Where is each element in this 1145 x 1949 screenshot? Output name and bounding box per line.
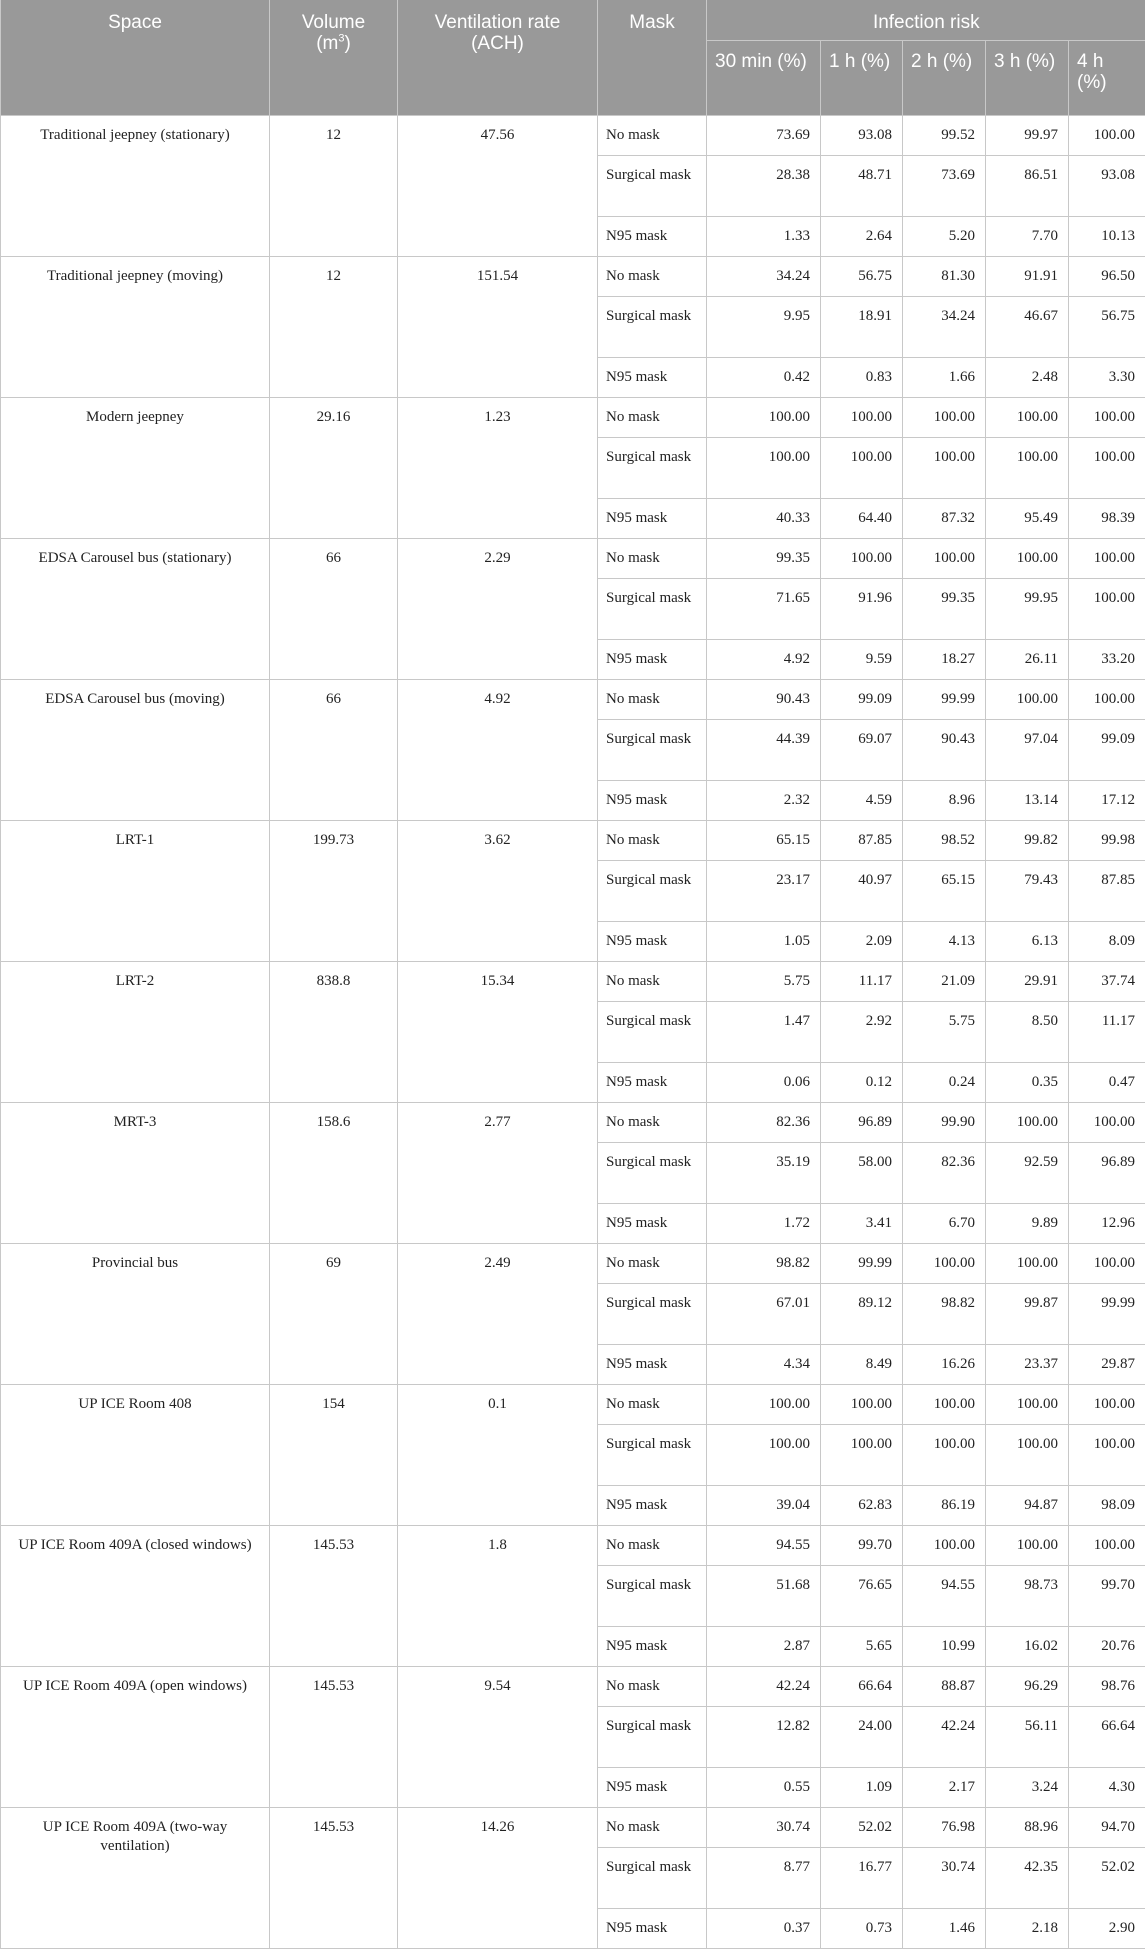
mask-cell: N95 mask	[598, 1909, 707, 1949]
ventilation-cell: 2.77	[398, 1103, 598, 1244]
risk-value: 51.68	[707, 1566, 821, 1627]
risk-value: 94.55	[707, 1526, 821, 1566]
risk-value: 98.09	[1069, 1486, 1145, 1526]
mask-cell: N95 mask	[598, 1063, 707, 1103]
mask-cell: Surgical mask	[598, 1848, 707, 1909]
risk-value: 89.12	[821, 1284, 903, 1345]
risk-value: 96.89	[1069, 1143, 1145, 1204]
risk-value: 11.17	[1069, 1002, 1145, 1063]
risk-value: 8.49	[821, 1345, 903, 1385]
header-duration: 30 min (%)	[707, 41, 821, 116]
risk-value: 2.48	[986, 358, 1069, 398]
volume-cell: 145.53	[270, 1667, 398, 1808]
risk-value: 5.75	[707, 962, 821, 1002]
risk-value: 100.00	[986, 398, 1069, 438]
risk-value: 100.00	[986, 1244, 1069, 1284]
risk-value: 76.65	[821, 1566, 903, 1627]
risk-value: 42.24	[903, 1707, 986, 1768]
space-cell: Modern jeepney	[1, 398, 270, 539]
table-row	[1, 680, 1145, 720]
mask-cell: No mask	[598, 116, 707, 156]
risk-value: 20.76	[1069, 1627, 1145, 1667]
risk-value: 30.74	[903, 1848, 986, 1909]
risk-value: 2.17	[903, 1768, 986, 1808]
mask-cell: Surgical mask	[598, 579, 707, 640]
volume-cell: 145.53	[270, 1808, 398, 1949]
risk-value: 2.90	[1069, 1909, 1145, 1949]
space-cell: EDSA Carousel bus (stationary)	[1, 539, 270, 680]
risk-value: 66.64	[821, 1667, 903, 1707]
risk-value: 100.00	[986, 680, 1069, 720]
risk-value: 12.82	[707, 1707, 821, 1768]
header-mask: Mask	[598, 0, 707, 116]
risk-value: 76.98	[903, 1808, 986, 1848]
risk-value: 87.32	[903, 499, 986, 539]
ventilation-cell: 3.62	[398, 821, 598, 962]
risk-value: 66.64	[1069, 1707, 1145, 1768]
risk-value: 100.00	[903, 438, 986, 499]
risk-value: 100.00	[1069, 1103, 1145, 1143]
risk-value: 0.35	[986, 1063, 1069, 1103]
ventilation-cell: 47.56	[398, 116, 598, 257]
risk-value: 98.73	[986, 1566, 1069, 1627]
risk-value: 100.00	[903, 539, 986, 579]
risk-value: 34.24	[707, 257, 821, 297]
risk-value: 0.37	[707, 1909, 821, 1949]
ventilation-cell: 9.54	[398, 1667, 598, 1808]
volume-cell: 158.6	[270, 1103, 398, 1244]
risk-value: 1.47	[707, 1002, 821, 1063]
mask-cell: Surgical mask	[598, 1284, 707, 1345]
volume-cell: 29.16	[270, 398, 398, 539]
mask-cell: N95 mask	[598, 1345, 707, 1385]
risk-value: 100.00	[707, 438, 821, 499]
risk-value: 100.00	[903, 1425, 986, 1486]
mask-cell: N95 mask	[598, 781, 707, 821]
table-row	[1, 257, 1145, 297]
risk-value: 100.00	[903, 1385, 986, 1425]
risk-value: 98.82	[707, 1244, 821, 1284]
mask-cell: N95 mask	[598, 640, 707, 680]
risk-value: 81.30	[903, 257, 986, 297]
risk-value: 2.09	[821, 922, 903, 962]
risk-value: 65.15	[903, 861, 986, 922]
risk-value: 100.00	[1069, 1526, 1145, 1566]
risk-value: 9.89	[986, 1204, 1069, 1244]
risk-value: 82.36	[903, 1143, 986, 1204]
space-cell: LRT-1	[1, 821, 270, 962]
mask-cell: N95 mask	[598, 217, 707, 257]
mask-cell: No mask	[598, 1103, 707, 1143]
space-cell: MRT-3	[1, 1103, 270, 1244]
risk-value: 18.91	[821, 297, 903, 358]
mask-cell: No mask	[598, 1667, 707, 1707]
space-cell: EDSA Carousel bus (moving)	[1, 680, 270, 821]
risk-value: 100.00	[903, 1526, 986, 1566]
mask-cell: No mask	[598, 1526, 707, 1566]
mask-cell: Surgical mask	[598, 1143, 707, 1204]
risk-value: 65.15	[707, 821, 821, 861]
risk-value: 5.20	[903, 217, 986, 257]
ventilation-cell: 14.26	[398, 1808, 598, 1949]
risk-value: 0.83	[821, 358, 903, 398]
risk-value: 99.70	[821, 1526, 903, 1566]
risk-value: 1.09	[821, 1768, 903, 1808]
table-row	[1, 539, 1145, 579]
risk-value: 13.14	[986, 781, 1069, 821]
risk-value: 1.33	[707, 217, 821, 257]
ventilation-cell: 2.49	[398, 1244, 598, 1385]
risk-value: 100.00	[821, 398, 903, 438]
risk-value: 99.87	[986, 1284, 1069, 1345]
risk-value: 58.00	[821, 1143, 903, 1204]
volume-cell: 145.53	[270, 1526, 398, 1667]
risk-value: 99.90	[903, 1103, 986, 1143]
risk-value: 56.11	[986, 1707, 1069, 1768]
risk-value: 100.00	[986, 438, 1069, 499]
risk-value: 0.06	[707, 1063, 821, 1103]
risk-value: 94.87	[986, 1486, 1069, 1526]
risk-value: 1.46	[903, 1909, 986, 1949]
volume-cell: 69	[270, 1244, 398, 1385]
risk-value: 8.50	[986, 1002, 1069, 1063]
header-ventilation: Ventilation rate (ACH)	[398, 0, 598, 116]
risk-value: 2.64	[821, 217, 903, 257]
risk-value: 98.82	[903, 1284, 986, 1345]
risk-value: 90.43	[903, 720, 986, 781]
table-row	[1, 1385, 1145, 1425]
space-cell: Provincial bus	[1, 1244, 270, 1385]
mask-cell: No mask	[598, 962, 707, 1002]
risk-value: 88.87	[903, 1667, 986, 1707]
mask-cell: No mask	[598, 257, 707, 297]
ventilation-cell: 0.1	[398, 1385, 598, 1526]
risk-value: 100.00	[986, 1526, 1069, 1566]
risk-value: 99.99	[821, 1244, 903, 1284]
risk-value: 100.00	[821, 1385, 903, 1425]
table-row	[1, 962, 1145, 1002]
risk-value: 86.51	[986, 156, 1069, 217]
risk-value: 56.75	[821, 257, 903, 297]
risk-value: 100.00	[707, 1425, 821, 1486]
risk-value: 2.92	[821, 1002, 903, 1063]
mask-cell: Surgical mask	[598, 1566, 707, 1627]
risk-value: 87.85	[1069, 861, 1145, 922]
space-cell: Traditional jeepney (moving)	[1, 257, 270, 398]
risk-value: 1.05	[707, 922, 821, 962]
risk-value: 0.73	[821, 1909, 903, 1949]
risk-value: 24.00	[821, 1707, 903, 1768]
risk-value: 100.00	[986, 1425, 1069, 1486]
risk-value: 4.13	[903, 922, 986, 962]
mask-cell: Surgical mask	[598, 156, 707, 217]
risk-value: 40.33	[707, 499, 821, 539]
risk-value: 2.18	[986, 1909, 1069, 1949]
mask-cell: No mask	[598, 1808, 707, 1848]
space-cell: UP ICE Room 409A (open windows)	[1, 1667, 270, 1808]
risk-value: 100.00	[1069, 579, 1145, 640]
risk-value: 99.98	[1069, 821, 1145, 861]
risk-value: 23.17	[707, 861, 821, 922]
risk-value: 100.00	[1069, 1244, 1145, 1284]
risk-value: 96.29	[986, 1667, 1069, 1707]
risk-value: 98.76	[1069, 1667, 1145, 1707]
risk-value: 6.70	[903, 1204, 986, 1244]
ventilation-cell: 2.29	[398, 539, 598, 680]
mask-cell: N95 mask	[598, 1627, 707, 1667]
risk-value: 46.67	[986, 297, 1069, 358]
risk-value: 40.97	[821, 861, 903, 922]
volume-cell: 66	[270, 539, 398, 680]
risk-value: 100.00	[1069, 539, 1145, 579]
risk-value: 5.75	[903, 1002, 986, 1063]
risk-value: 4.92	[707, 640, 821, 680]
risk-value: 52.02	[1069, 1848, 1145, 1909]
risk-value: 100.00	[1069, 680, 1145, 720]
risk-value: 0.55	[707, 1768, 821, 1808]
risk-value: 91.96	[821, 579, 903, 640]
space-cell: UP ICE Room 409A (two-way ventilation)	[1, 1808, 270, 1949]
risk-value: 96.50	[1069, 257, 1145, 297]
risk-value: 16.77	[821, 1848, 903, 1909]
risk-value: 35.19	[707, 1143, 821, 1204]
risk-value: 88.96	[986, 1808, 1069, 1848]
risk-value: 96.89	[821, 1103, 903, 1143]
risk-value: 3.24	[986, 1768, 1069, 1808]
risk-value: 29.87	[1069, 1345, 1145, 1385]
space-cell: UP ICE Room 408	[1, 1385, 270, 1526]
risk-value: 12.96	[1069, 1204, 1145, 1244]
table-row	[1, 1103, 1145, 1143]
risk-value: 4.34	[707, 1345, 821, 1385]
header-duration: 4 h (%)	[1069, 41, 1145, 116]
risk-value: 30.74	[707, 1808, 821, 1848]
space-cell: UP ICE Room 409A (closed windows)	[1, 1526, 270, 1667]
risk-value: 8.09	[1069, 922, 1145, 962]
risk-value: 0.12	[821, 1063, 903, 1103]
ventilation-cell: 1.23	[398, 398, 598, 539]
risk-value: 98.52	[903, 821, 986, 861]
ventilation-cell: 4.92	[398, 680, 598, 821]
risk-value: 99.95	[986, 579, 1069, 640]
mask-cell: No mask	[598, 680, 707, 720]
risk-value: 8.96	[903, 781, 986, 821]
risk-value: 0.47	[1069, 1063, 1145, 1103]
risk-value: 9.59	[821, 640, 903, 680]
space-cell: LRT-2	[1, 962, 270, 1103]
volume-cell: 199.73	[270, 821, 398, 962]
risk-value: 23.37	[986, 1345, 1069, 1385]
risk-value: 21.09	[903, 962, 986, 1002]
risk-value: 10.99	[903, 1627, 986, 1667]
risk-value: 10.13	[1069, 217, 1145, 257]
ventilation-cell: 151.54	[398, 257, 598, 398]
risk-value: 99.09	[1069, 720, 1145, 781]
table-row	[1, 116, 1145, 156]
risk-value: 33.20	[1069, 640, 1145, 680]
risk-value: 100.00	[1069, 438, 1145, 499]
risk-value: 28.38	[707, 156, 821, 217]
volume-cell: 12	[270, 257, 398, 398]
table-row	[1, 1808, 1145, 1848]
risk-value: 100.00	[986, 1103, 1069, 1143]
volume-cell: 838.8	[270, 962, 398, 1103]
risk-value: 42.24	[707, 1667, 821, 1707]
risk-value: 73.69	[707, 116, 821, 156]
risk-value: 16.26	[903, 1345, 986, 1385]
risk-value: 94.55	[903, 1566, 986, 1627]
risk-value: 79.43	[986, 861, 1069, 922]
risk-value: 67.01	[707, 1284, 821, 1345]
risk-value: 11.17	[821, 962, 903, 1002]
header-duration: 2 h (%)	[903, 41, 986, 116]
risk-value: 99.35	[707, 539, 821, 579]
table-header	[1, 0, 1145, 116]
risk-value: 6.13	[986, 922, 1069, 962]
risk-value: 100.00	[821, 1425, 903, 1486]
mask-cell: Surgical mask	[598, 1425, 707, 1486]
ventilation-cell: 15.34	[398, 962, 598, 1103]
risk-value: 64.40	[821, 499, 903, 539]
mask-cell: No mask	[598, 1385, 707, 1425]
risk-value: 98.39	[1069, 499, 1145, 539]
risk-value: 29.91	[986, 962, 1069, 1002]
header-infection-risk: Infection risk	[707, 0, 1145, 41]
mask-cell: N95 mask	[598, 358, 707, 398]
risk-value: 42.35	[986, 1848, 1069, 1909]
mask-cell: N95 mask	[598, 1768, 707, 1808]
header-duration: 1 h (%)	[821, 41, 903, 116]
risk-value: 17.12	[1069, 781, 1145, 821]
risk-value: 3.30	[1069, 358, 1145, 398]
table-row	[1, 1526, 1145, 1566]
risk-value: 82.36	[707, 1103, 821, 1143]
header-duration: 3 h (%)	[986, 41, 1069, 116]
mask-cell: No mask	[598, 1244, 707, 1284]
risk-value: 2.87	[707, 1627, 821, 1667]
risk-value: 100.00	[986, 1385, 1069, 1425]
risk-value: 1.66	[903, 358, 986, 398]
risk-value: 100.00	[1069, 1425, 1145, 1486]
risk-value: 1.72	[707, 1204, 821, 1244]
risk-value: 100.00	[1069, 398, 1145, 438]
risk-value: 0.24	[903, 1063, 986, 1103]
table-row	[1, 1667, 1145, 1707]
table-row	[1, 1244, 1145, 1284]
risk-value: 4.30	[1069, 1768, 1145, 1808]
mask-cell: N95 mask	[598, 922, 707, 962]
risk-value: 3.41	[821, 1204, 903, 1244]
risk-value: 99.35	[903, 579, 986, 640]
mask-cell: Surgical mask	[598, 720, 707, 781]
risk-value: 100.00	[707, 1385, 821, 1425]
risk-value: 99.52	[903, 116, 986, 156]
header-volume: Volume $(m^3)$	[270, 0, 398, 116]
table-body	[1, 116, 1145, 1949]
mask-cell: Surgical mask	[598, 861, 707, 922]
mask-cell: No mask	[598, 539, 707, 579]
risk-value: 16.02	[986, 1627, 1069, 1667]
mask-cell: Surgical mask	[598, 1707, 707, 1768]
risk-value: 34.24	[903, 297, 986, 358]
risk-value: 8.77	[707, 1848, 821, 1909]
risk-value: 92.59	[986, 1143, 1069, 1204]
risk-value: 9.95	[707, 297, 821, 358]
risk-value: 100.00	[903, 1244, 986, 1284]
risk-value: 95.49	[986, 499, 1069, 539]
mask-cell: No mask	[598, 398, 707, 438]
risk-value: 99.99	[1069, 1284, 1145, 1345]
ventilation-cell: 1.8	[398, 1526, 598, 1667]
risk-value: 93.08	[821, 116, 903, 156]
risk-value: 100.00	[903, 398, 986, 438]
mask-cell: Surgical mask	[598, 438, 707, 499]
risk-value: 39.04	[707, 1486, 821, 1526]
mask-cell: N95 mask	[598, 499, 707, 539]
risk-value: 99.70	[1069, 1566, 1145, 1627]
risk-value: 69.07	[821, 720, 903, 781]
risk-value: 99.09	[821, 680, 903, 720]
risk-value: 100.00	[821, 539, 903, 579]
table-row	[1, 398, 1145, 438]
risk-value: 44.39	[707, 720, 821, 781]
volume-cell: 66	[270, 680, 398, 821]
risk-value: 48.71	[821, 156, 903, 217]
risk-value: 91.91	[986, 257, 1069, 297]
risk-value: 37.74	[1069, 962, 1145, 1002]
risk-value: 94.70	[1069, 1808, 1145, 1848]
header-space: Space	[1, 0, 270, 116]
space-cell: Traditional jeepney (stationary)	[1, 116, 270, 257]
risk-value: 87.85	[821, 821, 903, 861]
mask-cell: N95 mask	[598, 1204, 707, 1244]
risk-value: 56.75	[1069, 297, 1145, 358]
risk-value: 4.59	[821, 781, 903, 821]
mask-cell: Surgical mask	[598, 1002, 707, 1063]
mask-cell: No mask	[598, 821, 707, 861]
risk-value: 100.00	[1069, 1385, 1145, 1425]
risk-value: 5.65	[821, 1627, 903, 1667]
risk-value: 71.65	[707, 579, 821, 640]
risk-value: 99.97	[986, 116, 1069, 156]
volume-cell: 154	[270, 1385, 398, 1526]
risk-value: 100.00	[707, 398, 821, 438]
risk-value: 0.42	[707, 358, 821, 398]
risk-value: 52.02	[821, 1808, 903, 1848]
risk-value: 73.69	[903, 156, 986, 217]
risk-value: 62.83	[821, 1486, 903, 1526]
mask-cell: N95 mask	[598, 1486, 707, 1526]
volume-cell: 12	[270, 116, 398, 257]
mask-cell: Surgical mask	[598, 297, 707, 358]
risk-value: 26.11	[986, 640, 1069, 680]
risk-value: 7.70	[986, 217, 1069, 257]
risk-value: 93.08	[1069, 156, 1145, 217]
risk-value: 100.00	[821, 438, 903, 499]
risk-value: 2.32	[707, 781, 821, 821]
risk-value: 90.43	[707, 680, 821, 720]
risk-value: 18.27	[903, 640, 986, 680]
risk-value: 100.00	[1069, 116, 1145, 156]
risk-value: 99.82	[986, 821, 1069, 861]
risk-value: 86.19	[903, 1486, 986, 1526]
risk-value: 97.04	[986, 720, 1069, 781]
risk-value: 100.00	[986, 539, 1069, 579]
table-row	[1, 821, 1145, 861]
risk-value: 99.99	[903, 680, 986, 720]
